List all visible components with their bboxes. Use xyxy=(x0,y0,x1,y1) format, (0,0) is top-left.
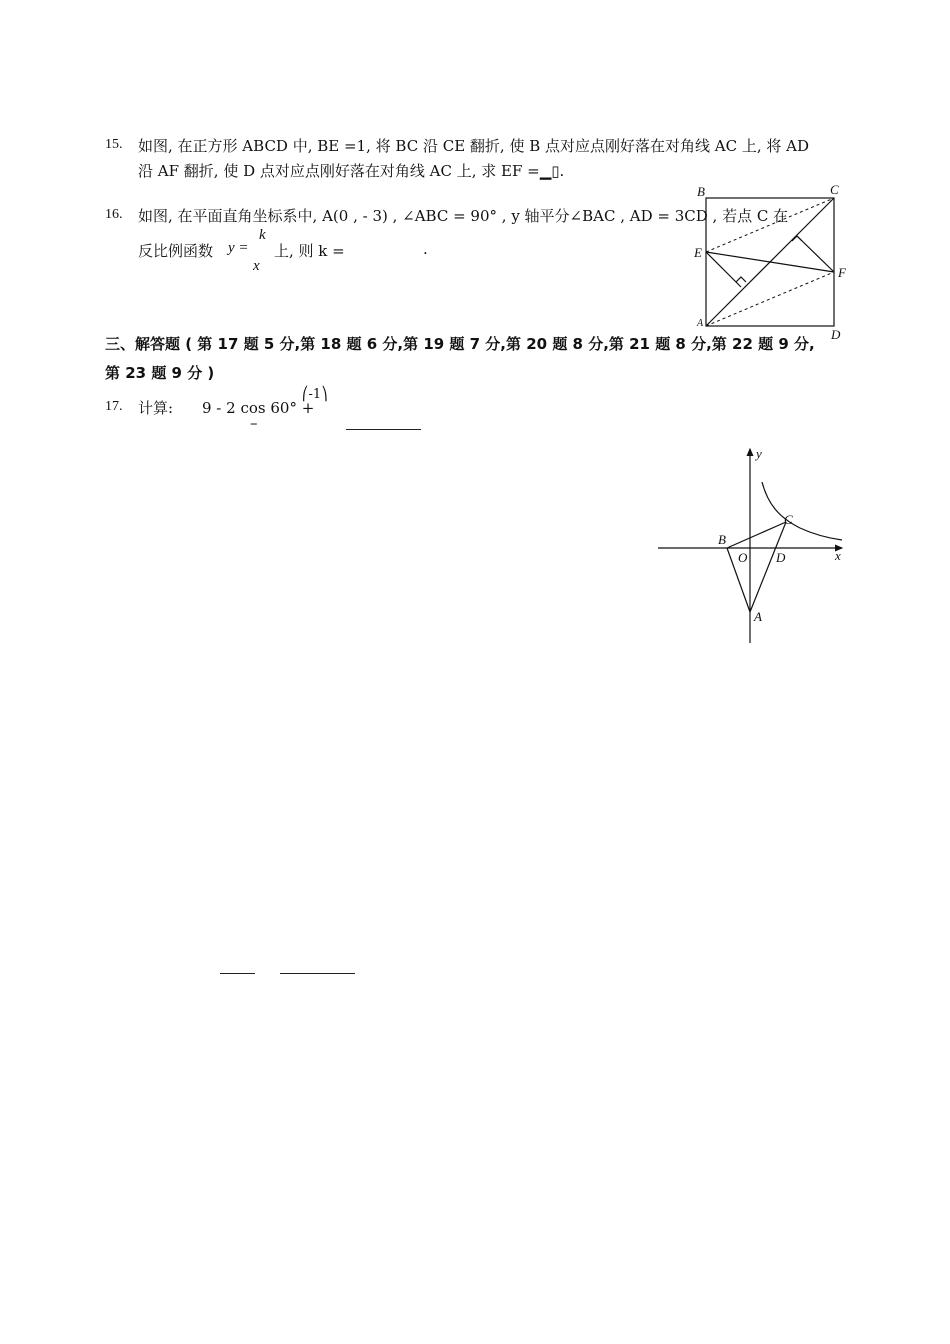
q16-end-dot: . xyxy=(423,240,428,258)
label-d: D xyxy=(776,550,786,565)
label-a: A xyxy=(754,609,762,624)
q16-line2-suffix: 上, 则 k = xyxy=(274,242,345,260)
label-c: C xyxy=(784,512,793,527)
q16-number: 16. xyxy=(105,207,123,222)
q17-under-mark: – xyxy=(250,414,258,432)
q16-func-y: y = xyxy=(228,240,249,256)
q16-func-numerator: k xyxy=(259,227,266,243)
label-a: A xyxy=(697,318,704,329)
hyperbola-curve xyxy=(762,482,842,540)
label-f: F xyxy=(838,265,846,280)
q15-line2: 沿 AF 翻折, 使 D 点对应点刚好落在对角线 AC 上, 求 EF =▁▯. xyxy=(138,162,565,180)
label-b: B xyxy=(697,184,705,199)
section3-heading-line2: 第 23 题 9 分 ) xyxy=(105,364,215,382)
q17-paren-expression: ⎛-1⎞ xyxy=(302,387,328,402)
label-c: C xyxy=(830,182,839,197)
section3-heading-line1: 三、解答题 ( 第 17 题 5 分,第 18 题 6 分,第 19 题 7 分,第 20 题 8 分,第 21 题 8 分,第 22 题 9 分, xyxy=(105,335,815,353)
q15-line1: 如图, 在正方形 ABCD 中, BE =1, 将 BC 沿 CE 翻折, 使 B 点对应点刚好落在对角线 AC 上, 将 AD xyxy=(138,137,810,155)
label-o: O xyxy=(738,550,748,565)
q16-line2-prefix: 反比例函数 xyxy=(138,242,214,260)
q17-number: 17. xyxy=(105,399,123,414)
label-x-axis: x xyxy=(835,548,841,563)
label-b: B xyxy=(718,532,726,547)
q17-expression: 9 - 2 cos 60° + xyxy=(202,399,315,417)
label-y-axis: y xyxy=(756,446,762,461)
q15-number: 15. xyxy=(105,137,123,152)
label-e: E xyxy=(694,245,702,260)
q16-func-denominator: x xyxy=(253,258,260,274)
q16-line1: 如图, 在平面直角坐标系中, A(0 , - 3) , ∠ABC = 90° , y 轴平分∠BAC , AD = 3CD , 若点 C 在 xyxy=(138,207,789,225)
q17-label: 计算: xyxy=(138,399,174,417)
label-d: D xyxy=(831,327,841,342)
